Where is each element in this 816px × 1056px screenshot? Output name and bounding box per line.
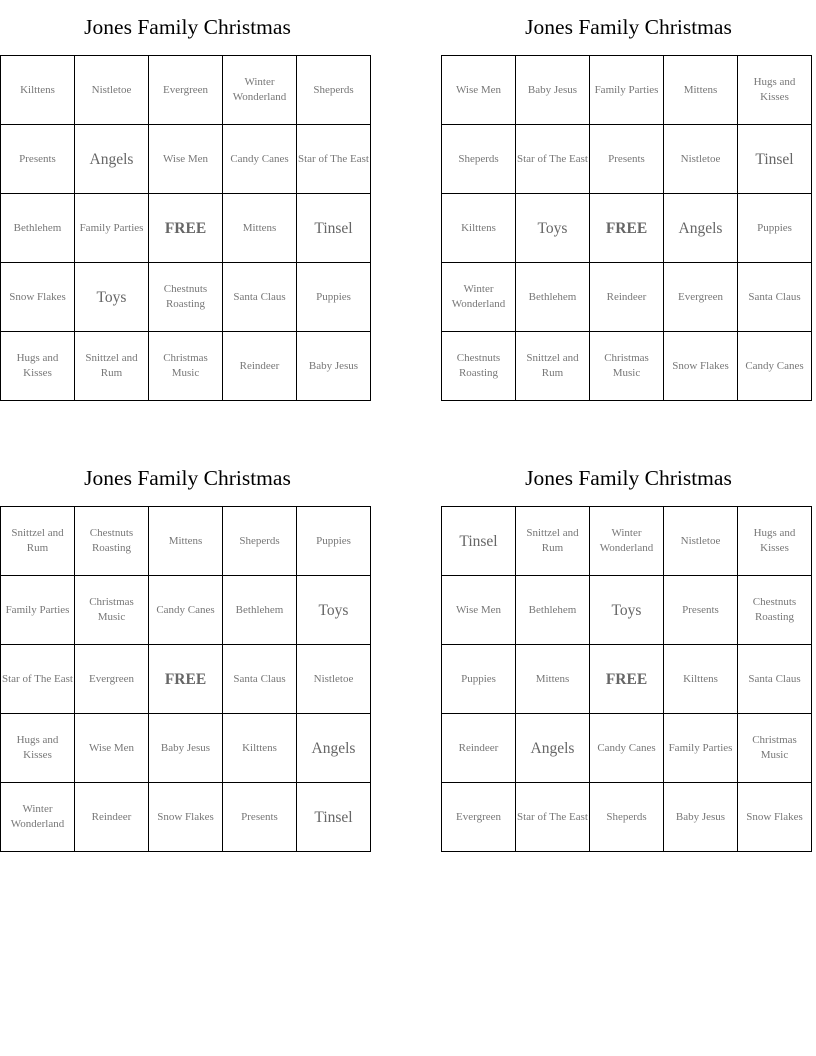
bingo-cell[interactable] — [738, 645, 812, 714]
bingo-cell[interactable] — [75, 507, 149, 576]
grid-row — [1, 125, 371, 194]
cell-label: Candy Canes — [230, 152, 289, 165]
bingo-cell[interactable] — [149, 263, 223, 332]
bingo-cell[interactable] — [516, 194, 590, 263]
bingo-cell[interactable] — [442, 263, 516, 332]
bingo-cell[interactable] — [664, 783, 738, 852]
bingo-cell[interactable] — [516, 783, 590, 852]
bingo-cell[interactable] — [442, 576, 516, 645]
bingo-card-1 — [0, 0, 375, 420]
bingo-cell[interactable] — [664, 332, 738, 401]
cell-label: Presents — [241, 810, 278, 823]
grid-row — [442, 576, 812, 645]
cell-label: Snittzel and Rum — [85, 352, 138, 379]
cell-label: Angels — [530, 739, 575, 757]
cell-label: Evergreen — [89, 672, 134, 685]
bingo-grid — [0, 55, 371, 401]
grid-row — [442, 56, 812, 125]
cell-label: Snittzel and Rum — [526, 527, 579, 554]
bingo-cell[interactable] — [149, 714, 223, 783]
free-space-cell[interactable] — [149, 194, 223, 263]
grid-row — [442, 125, 812, 194]
bingo-cell[interactable] — [1, 714, 75, 783]
bingo-cell[interactable] — [590, 125, 664, 194]
cell-label: Winter Wonderland — [599, 527, 654, 554]
cell-label: Hugs and Kisses — [753, 527, 796, 554]
cell-label: Candy Canes — [597, 741, 656, 754]
bingo-cell[interactable] — [738, 576, 812, 645]
cell-label: Santa Claus — [233, 290, 286, 303]
card-title: Jones Family Christmas — [525, 466, 732, 490]
cell-label: Chestnuts Roasting — [89, 527, 134, 554]
bingo-cell[interactable] — [516, 576, 590, 645]
bingo-cell[interactable] — [590, 263, 664, 332]
cell-label: Reindeer — [239, 359, 280, 372]
cell-label: Santa Claus — [233, 672, 286, 685]
cell-label: Hugs and Kisses — [753, 76, 796, 103]
cell-label: Wise Men — [455, 83, 502, 96]
bingo-cell[interactable] — [223, 125, 297, 194]
bingo-cell[interactable] — [516, 332, 590, 401]
cell-label: Mittens — [242, 221, 277, 234]
cell-label: FREE — [164, 670, 207, 688]
bingo-cell[interactable] — [297, 507, 371, 576]
bingo-cell[interactable] — [223, 507, 297, 576]
cell-label: Presents — [19, 152, 56, 165]
cell-label: Kilttens — [20, 83, 55, 96]
bingo-cell[interactable] — [442, 645, 516, 714]
cell-label: Bethlehem — [528, 603, 577, 616]
cell-label: Sheperds — [313, 83, 354, 96]
bingo-cell[interactable] — [516, 263, 590, 332]
bingo-cell[interactable] — [738, 194, 812, 263]
bingo-cell[interactable] — [738, 56, 812, 125]
bingo-cell[interactable] — [590, 576, 664, 645]
cell-label: FREE — [164, 219, 207, 237]
bingo-cell[interactable] — [297, 56, 371, 125]
bingo-cell[interactable] — [1, 507, 75, 576]
cell-label: Star of The East — [2, 672, 73, 685]
cell-label: Wise Men — [162, 152, 209, 165]
bingo-card-2 — [441, 0, 816, 420]
cell-label: Winter Wonderland — [232, 76, 287, 103]
cell-label: Baby Jesus — [308, 359, 359, 372]
cell-label: Christmas Music — [89, 596, 134, 623]
bingo-cell[interactable] — [223, 56, 297, 125]
bingo-cell[interactable] — [297, 263, 371, 332]
cell-label: Snittzel and Rum — [11, 527, 64, 554]
cell-label: Toys — [96, 288, 127, 306]
bingo-cell[interactable] — [149, 576, 223, 645]
cell-label: Kilttens — [683, 672, 718, 685]
bingo-cell[interactable] — [297, 194, 371, 263]
bingo-cell[interactable] — [738, 332, 812, 401]
bingo-cell[interactable] — [664, 125, 738, 194]
cell-label: Nistletoe — [680, 534, 721, 547]
bingo-cell[interactable] — [1, 645, 75, 714]
bingo-cell[interactable] — [590, 714, 664, 783]
grid-row — [1, 714, 371, 783]
bingo-grid — [441, 55, 812, 401]
cell-label: Puppies — [461, 672, 496, 685]
bingo-cell[interactable] — [297, 645, 371, 714]
bingo-cell[interactable] — [75, 645, 149, 714]
cell-label: Christmas Music — [163, 352, 208, 379]
bingo-cell[interactable] — [75, 714, 149, 783]
bingo-cell[interactable] — [149, 125, 223, 194]
bingo-cell[interactable] — [75, 263, 149, 332]
bingo-cell[interactable] — [223, 576, 297, 645]
cell-label: Family Parties — [668, 741, 733, 754]
cell-label: Winter Wonderland — [10, 803, 65, 830]
bingo-cell[interactable] — [664, 263, 738, 332]
grid-row — [1, 56, 371, 125]
cell-label: Sheperds — [458, 152, 499, 165]
bingo-cell[interactable] — [516, 507, 590, 576]
bingo-cell[interactable] — [75, 194, 149, 263]
cell-label: Toys — [318, 601, 349, 619]
cell-label: Santa Claus — [748, 672, 801, 685]
card-title: Jones Family Christmas — [84, 15, 291, 39]
free-space-cell[interactable] — [590, 645, 664, 714]
bingo-cell[interactable] — [442, 714, 516, 783]
bingo-cell[interactable] — [75, 576, 149, 645]
bingo-cell[interactable] — [590, 507, 664, 576]
cell-label: FREE — [605, 219, 648, 237]
cell-label: Sheperds — [606, 810, 647, 823]
bingo-cell[interactable] — [149, 783, 223, 852]
bingo-cell[interactable] — [1, 576, 75, 645]
cell-label: Mittens — [683, 83, 718, 96]
bingo-cell[interactable] — [516, 714, 590, 783]
grid-row — [442, 507, 812, 576]
cell-label: Hugs and Kisses — [16, 734, 59, 761]
grid-row — [1, 645, 371, 714]
cell-label: Evergreen — [456, 810, 501, 823]
bingo-cell[interactable] — [297, 125, 371, 194]
bingo-cell[interactable] — [516, 645, 590, 714]
bingo-cell[interactable] — [223, 332, 297, 401]
bingo-cell[interactable] — [75, 332, 149, 401]
cell-label: Christmas Music — [752, 734, 797, 761]
grid-row — [1, 332, 371, 401]
grid-row — [1, 783, 371, 852]
cell-label: Family Parties — [5, 603, 70, 616]
cell-label: Chestnuts Roasting — [752, 596, 797, 623]
cell-label: Star of The East — [517, 810, 588, 823]
bingo-cell[interactable] — [590, 56, 664, 125]
cell-label: Angels — [678, 219, 723, 237]
bingo-cell[interactable] — [516, 125, 590, 194]
cell-label: Mittens — [168, 534, 203, 547]
bingo-cell[interactable] — [442, 507, 516, 576]
bingo-cell[interactable] — [297, 714, 371, 783]
cell-label: Kilttens — [242, 741, 277, 754]
cell-label: Tinsel — [459, 532, 498, 550]
cell-label: Nistletoe — [91, 83, 132, 96]
cell-label: Tinsel — [755, 150, 794, 168]
bingo-cell[interactable] — [590, 332, 664, 401]
bingo-cell[interactable] — [1, 783, 75, 852]
bingo-cell[interactable] — [664, 714, 738, 783]
cell-label: FREE — [605, 670, 648, 688]
cell-label: Puppies — [757, 221, 792, 234]
bingo-cell[interactable] — [75, 783, 149, 852]
cell-label: Angels — [311, 739, 356, 757]
cell-label: Baby Jesus — [675, 810, 726, 823]
cell-label: Snow Flakes — [672, 359, 729, 372]
cell-label: Baby Jesus — [527, 83, 578, 96]
bingo-cell[interactable] — [442, 56, 516, 125]
cell-label: Candy Canes — [745, 359, 804, 372]
grid-row — [1, 576, 371, 645]
cell-label: Star of The East — [517, 152, 588, 165]
bingo-card-4 — [441, 451, 816, 871]
cell-label: Baby Jesus — [160, 741, 211, 754]
grid-row — [442, 714, 812, 783]
grid-row — [1, 507, 371, 576]
cell-label: Reindeer — [458, 741, 499, 754]
cell-label: Presents — [682, 603, 719, 616]
cell-label: Bethlehem — [528, 290, 577, 303]
cell-label: Snow Flakes — [157, 810, 214, 823]
free-space-cell[interactable] — [149, 645, 223, 714]
bingo-cell[interactable] — [75, 56, 149, 125]
cell-label: Tinsel — [314, 808, 353, 826]
cell-label: Star of The East — [298, 152, 369, 165]
cell-label: Bethlehem — [13, 221, 62, 234]
cell-label: Snittzel and Rum — [526, 352, 579, 379]
bingo-cell[interactable] — [664, 194, 738, 263]
cell-label: Toys — [611, 601, 642, 619]
cell-label: Chestnuts Roasting — [163, 283, 208, 310]
bingo-grid — [0, 506, 371, 852]
cell-label: Puppies — [316, 290, 351, 303]
bingo-cell[interactable] — [516, 56, 590, 125]
bingo-cell[interactable] — [664, 645, 738, 714]
grid-row — [442, 332, 812, 401]
cell-label: Nistletoe — [313, 672, 354, 685]
bingo-cell[interactable] — [442, 783, 516, 852]
cell-label: Reindeer — [91, 810, 132, 823]
cell-label: Tinsel — [314, 219, 353, 237]
cell-label: Wise Men — [455, 603, 502, 616]
grid-row — [442, 263, 812, 332]
cell-label: Kilttens — [461, 221, 496, 234]
cell-label: Snow Flakes — [9, 290, 66, 303]
cell-label: Angels — [89, 150, 134, 168]
bingo-cell[interactable] — [442, 125, 516, 194]
card-title: Jones Family Christmas — [525, 15, 732, 39]
card-title: Jones Family Christmas — [84, 466, 291, 490]
bingo-cell[interactable] — [297, 783, 371, 852]
cell-label: Santa Claus — [748, 290, 801, 303]
free-space-cell[interactable] — [590, 194, 664, 263]
bingo-cell[interactable] — [738, 783, 812, 852]
bingo-cell[interactable] — [1, 194, 75, 263]
bingo-cell[interactable] — [442, 194, 516, 263]
cell-label: Family Parties — [594, 83, 659, 96]
bingo-card-3 — [0, 451, 375, 871]
bingo-cell[interactable] — [738, 714, 812, 783]
bingo-cell[interactable] — [1, 56, 75, 125]
cell-label: Mittens — [535, 672, 570, 685]
cell-label: Toys — [537, 219, 568, 237]
bingo-cell[interactable] — [223, 263, 297, 332]
cell-label: Candy Canes — [156, 603, 215, 616]
bingo-cell[interactable] — [223, 783, 297, 852]
bingo-cell[interactable] — [297, 576, 371, 645]
grid-row — [442, 783, 812, 852]
bingo-cell[interactable] — [1, 125, 75, 194]
cell-label: Evergreen — [678, 290, 723, 303]
cell-label: Chestnuts Roasting — [456, 352, 501, 379]
grid-row — [1, 194, 371, 263]
cell-label: Bethlehem — [235, 603, 284, 616]
cell-label: Evergreen — [163, 83, 208, 96]
bingo-cell[interactable] — [738, 263, 812, 332]
cell-label: Presents — [608, 152, 645, 165]
bingo-grid — [441, 506, 812, 852]
cell-label: Snow Flakes — [746, 810, 803, 823]
bingo-cell[interactable] — [664, 56, 738, 125]
bingo-cell[interactable] — [738, 507, 812, 576]
bingo-cell[interactable] — [738, 125, 812, 194]
cell-label: Family Parties — [79, 221, 144, 234]
grid-row — [442, 645, 812, 714]
cell-label: Wise Men — [88, 741, 135, 754]
bingo-cell[interactable] — [442, 332, 516, 401]
bingo-cell[interactable] — [149, 332, 223, 401]
cell-label: Reindeer — [606, 290, 647, 303]
cell-label: Winter Wonderland — [451, 283, 506, 310]
bingo-cell[interactable] — [75, 125, 149, 194]
cell-label: Sheperds — [239, 534, 280, 547]
cell-label: Puppies — [316, 534, 351, 547]
cell-label: Christmas Music — [604, 352, 649, 379]
bingo-cell[interactable] — [1, 332, 75, 401]
bingo-cell[interactable] — [149, 56, 223, 125]
bingo-cell[interactable] — [590, 783, 664, 852]
bingo-cell[interactable] — [1, 263, 75, 332]
bingo-cell[interactable] — [149, 507, 223, 576]
cell-label: Hugs and Kisses — [16, 352, 59, 379]
bingo-cell[interactable] — [223, 714, 297, 783]
bingo-cell[interactable] — [223, 645, 297, 714]
grid-row — [1, 263, 371, 332]
bingo-cell[interactable] — [297, 332, 371, 401]
grid-row — [442, 194, 812, 263]
bingo-cell[interactable] — [664, 576, 738, 645]
bingo-cell[interactable] — [664, 507, 738, 576]
cell-label: Nistletoe — [680, 152, 721, 165]
bingo-cell[interactable] — [223, 194, 297, 263]
